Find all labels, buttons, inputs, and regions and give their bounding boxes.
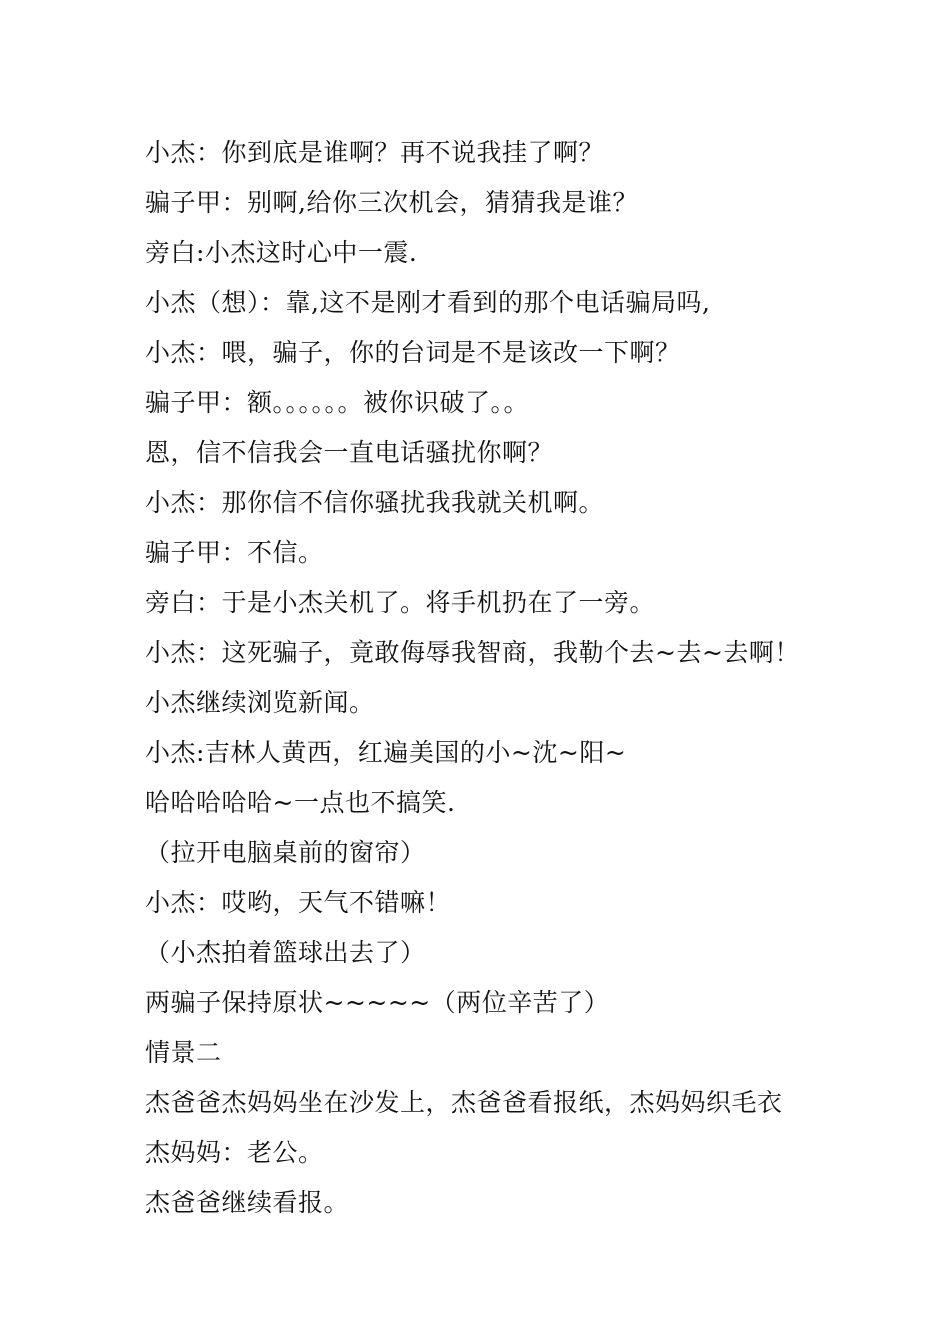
text-line: 杰妈妈：老公。 — [145, 1138, 324, 1167]
text-line: 小杰：你到底是谁啊？再不说我挂了啊？ — [145, 138, 605, 167]
text-line: 骗子甲：额。。。。。。被你识破了。。 — [145, 388, 530, 417]
text-line: 杰爸爸杰妈妈坐在沙发上，杰爸爸看报纸，杰妈妈织毛衣 — [145, 1088, 783, 1117]
section-heading: 情景二 — [145, 1038, 222, 1067]
text-line: 小杰：这死骗子，竟敢侮辱我智商，我勒个去~去~去啊！ — [145, 638, 800, 667]
text-line: 小杰：喂，骗子，你的台词是不是该改一下啊？ — [145, 338, 681, 367]
text-line: （小杰拍着篮球出去了） — [145, 938, 426, 967]
text-line: 旁白:小杰这时心中一震. — [145, 238, 418, 267]
text-line: 两骗子保持原状~~~~~（两位辛苦了） — [145, 988, 610, 1017]
text-line: 小杰继续浏览新闻。 — [145, 688, 375, 717]
text-line: 骗子甲：别啊,给你三次机会，猜猜我是谁？ — [145, 188, 638, 217]
text-line: 哈哈哈哈哈~一点也不搞笑. — [145, 788, 456, 817]
text-line: 小杰：哎哟，天气不错嘛！ — [145, 888, 452, 917]
text-line: （拉开电脑桌前的窗帘） — [145, 838, 426, 867]
text-line: 骗子甲：不信。 — [145, 538, 324, 567]
script-text — [145, 128, 845, 1228]
text-line: 旁白：于是小杰关机了。将手机扔在了一旁。 — [145, 588, 656, 617]
text-line: 小杰:吉林人黄西，红遍美国的小~沈~阳~ — [145, 738, 627, 767]
text-line: 杰爸爸继续看报。 — [145, 1188, 350, 1217]
text-line: 恩，信不信我会一直电话骚扰你啊？ — [145, 438, 554, 467]
text-line: 小杰（想）：靠,这不是刚才看到的那个电话骗局吗, — [145, 288, 711, 317]
text-line: 小杰：那你信不信你骚扰我我就关机啊。 — [145, 488, 605, 517]
